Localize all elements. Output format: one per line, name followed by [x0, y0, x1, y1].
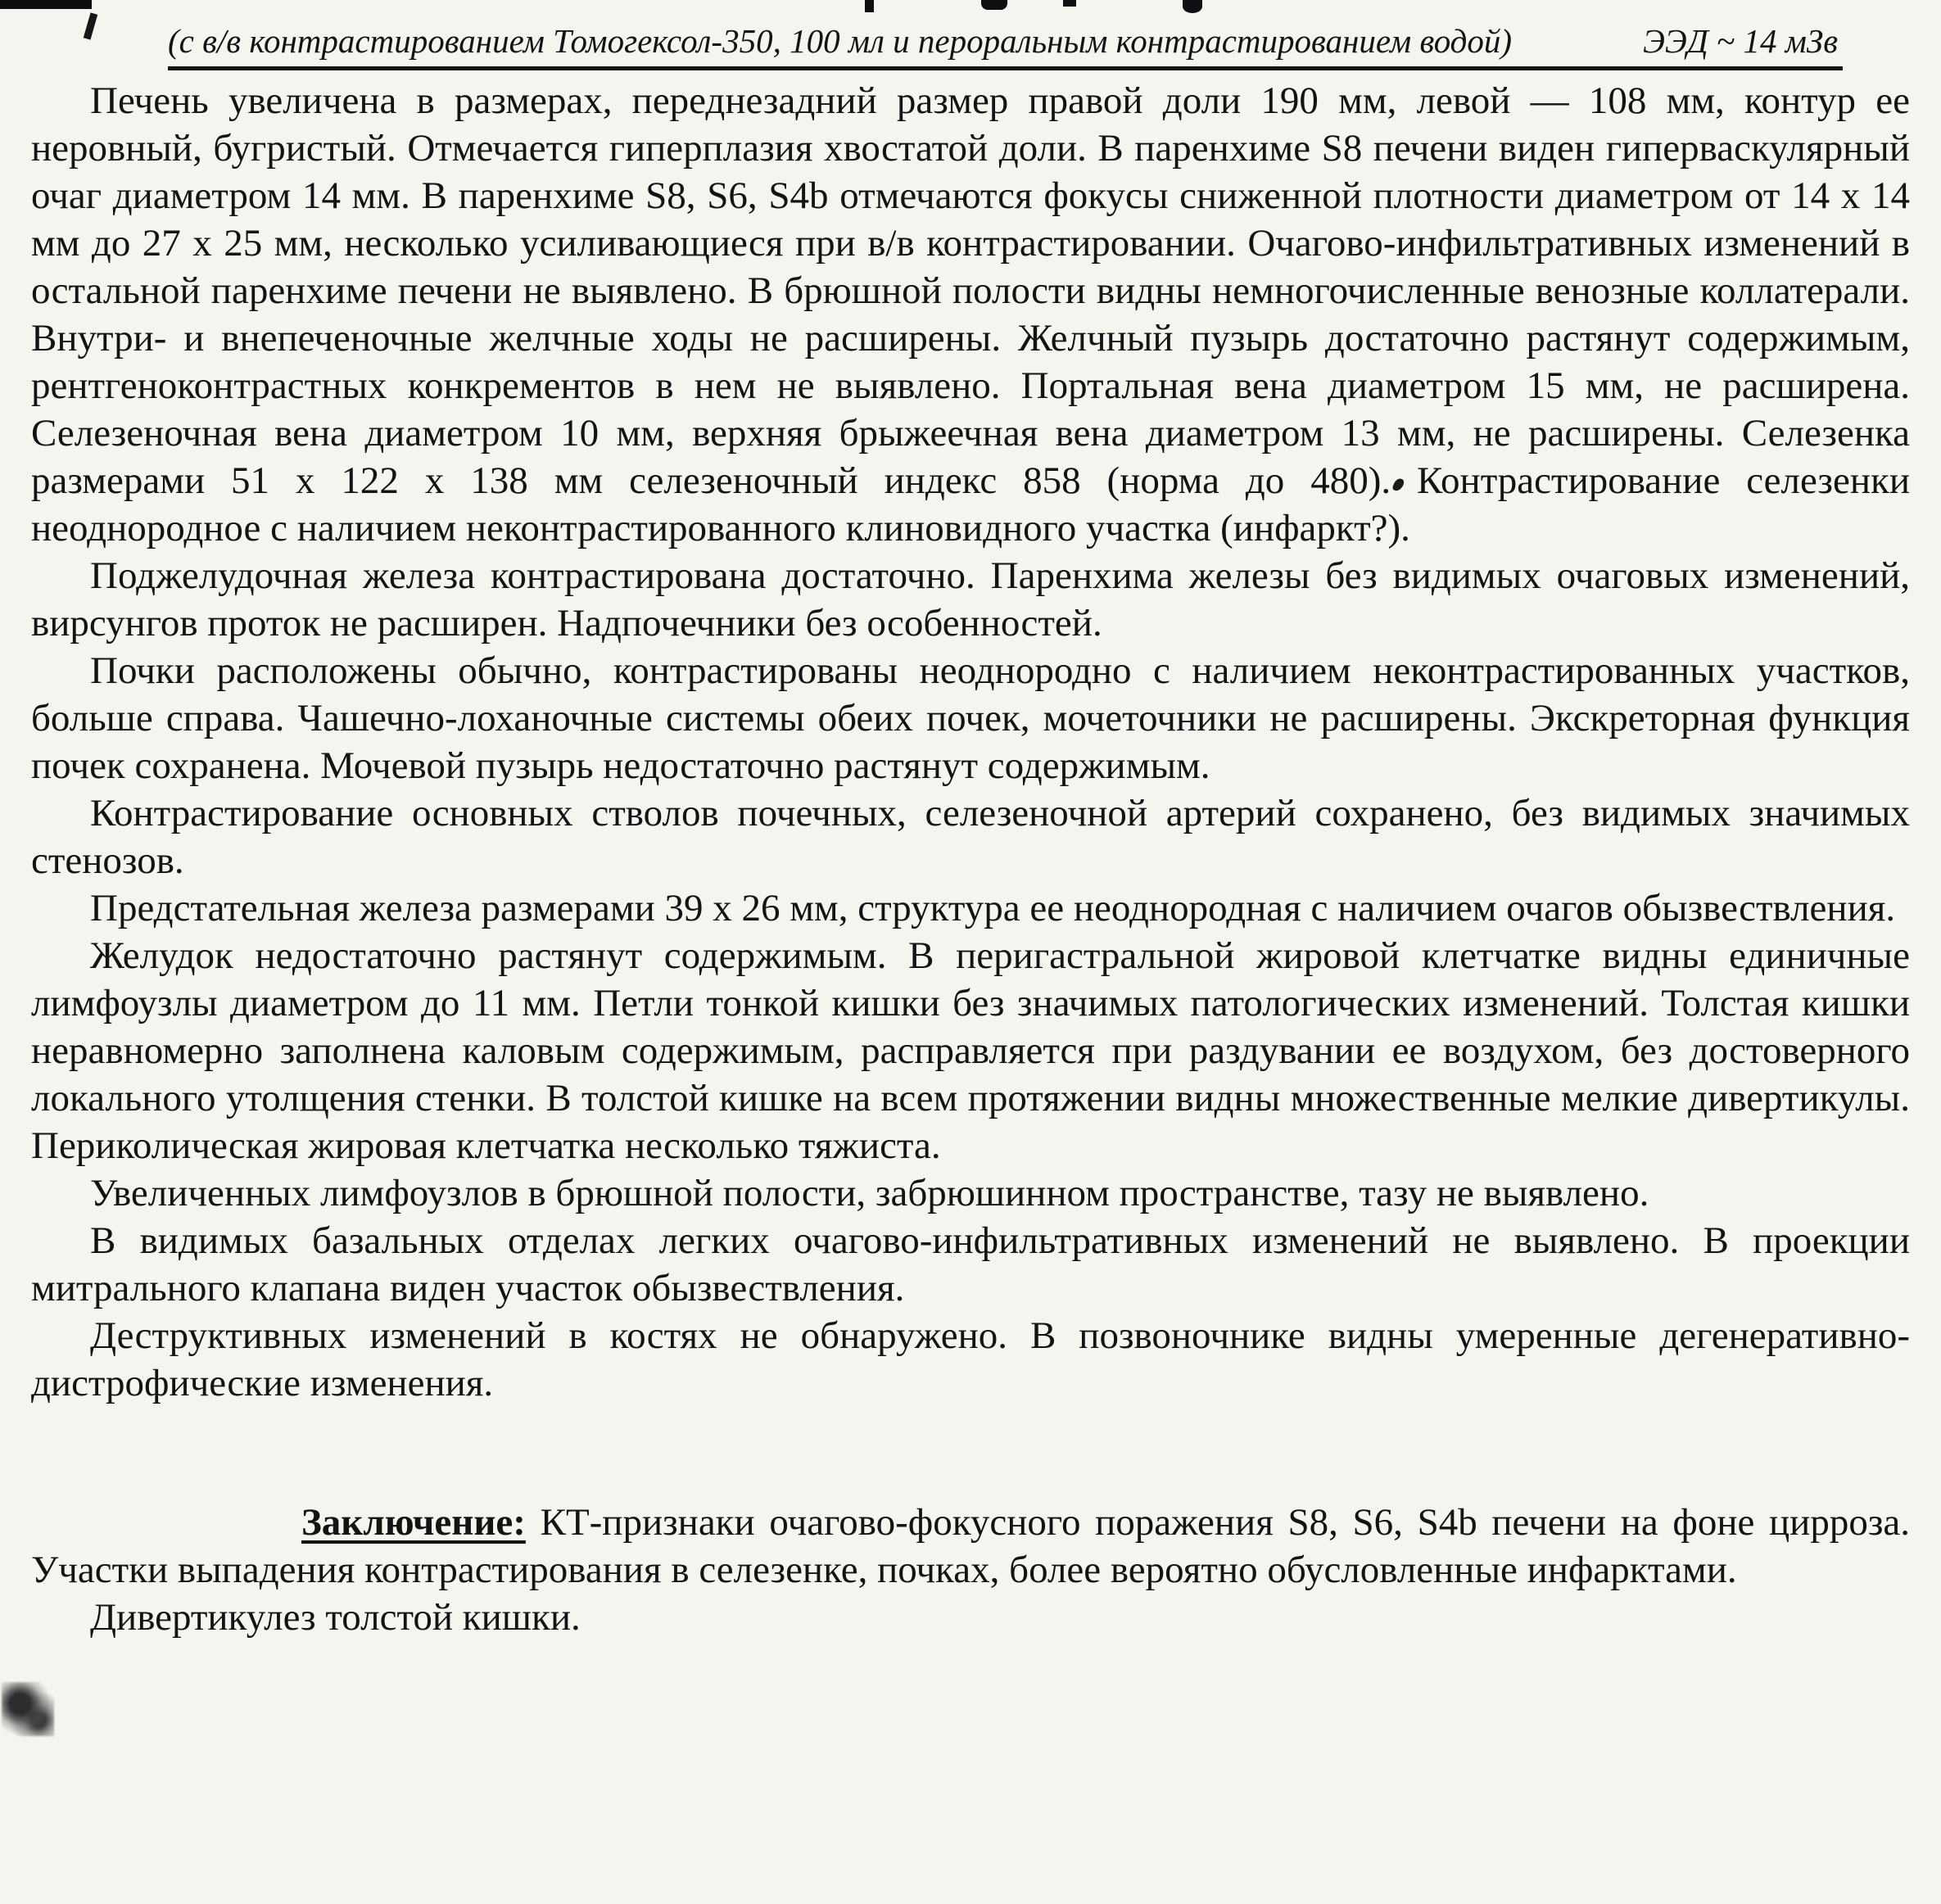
report-subtitle-line — [168, 21, 1843, 70]
report-body — [31, 77, 1910, 1641]
paragraph-liver-spleen: Печень увеличена в размерах, переднезадний размер правой доли 190 мм, левой — 108 мм, контур ее неровный, бугристый. Отмечается гиперплазия хвостатой доли. В паренхиме S8 печени виден гиперваскулярный очаг диаметром 14 мм. В паренхиме S8, S6, S4b отмечаются фокусы сниженной плотности диаметром от 14 х 14 мм до 27 х 25 мм, несколько усиливающиеся при в/в контрастировании. Очагово-инфильтративных изменений в остальной паренхиме печени не выявлено. В брюшной полости видны немногочисленные венозные коллатерали. Внутри- и внепеченочные желчные ходы не расширены. Желчный пузырь достаточно растянут содержимым, рентгеноконтрастных конкрементов в нем не выявлено. Портальная вена диаметром 15 мм, не расширена. Селезеночная вена диаметром 10 мм, верхняя брыжеечная вена диаметром 13 мм, не расширены. Селезенка размерами 51 х 122 х 138 мм селезеночный индекс 858 (норма до 480). Контрастирование селезенки неоднородное с наличием неконтрастированного клиновидного участка (инфаркт?). — [31, 79, 1910, 549]
paragraph-lungs-mitral-valve: В видимых базальных отделах легких очагово-инфильтративных изменений не выявлено. В проекции митрального клапана виден участок обызвествления. — [31, 1219, 1910, 1309]
paragraph-diverticulosis: Дивертикулез толстой кишки. — [90, 1596, 581, 1639]
paragraph-kidneys-bladder: Почки расположены обычно, контрастированы неоднородно с наличием неконтрастированных участков, больше справа. Чашечно-лоханочные системы обеих почек, мочеточники не расширены. Экскреторная функция почек сохранена. Мочевой пузырь недостаточно растянут содержимым. — [31, 649, 1910, 787]
paragraph-pancreas-adrenals: Поджелудочная железа контрастирована достаточно. Паренхима железы без видимых очаговых изменений, вирсунгов проток не расширен. Надпочечники без особенностей. — [31, 554, 1910, 644]
paragraph-arteries: Контрастирование основных стволов почечных, селезеночной артерий сохранено, без видимых значимых стенозов. — [31, 792, 1910, 882]
contrast-protocol-note: (с в/в контрастированием Томогексол-350, 100 мл и пероральным контрастированием водой) — [168, 22, 1513, 60]
report-content — [31, 0, 1910, 1641]
paragraph-stomach-bowel: Желудок недостаточно растянут содержимым. В перигастральной жировой клетчатке видны единичные лимфоузлы диаметром до 11 мм. Петли тонкой кишки без значимых патологических изменений. Толстая кишки неравномерно заполнена каловым содержимым, расправляется при раздувании ее воздухом, без достоверного локального утолщения стенки. В толстой кишке на всем протяжении видны множественные мелкие дивертикулы. Периколическая жировая клетчатка несколько тяжиста. — [31, 934, 1910, 1167]
paragraph-lymph-nodes: Увеличенных лимфоузлов в брюшной полости, забрюшинном пространстве, тазу не выявлено. — [90, 1172, 1649, 1214]
conclusion-label: Заключение: — [301, 1501, 526, 1544]
paragraph-prostate: Предстательная железа размерами 39 х 26 мм, структура ее неоднородная с наличием очагов обызвествления. — [90, 887, 1896, 929]
conclusion-text: КТ-признаки очагово-фокусного поражения S8, S6, S4b печени на фоне цирроза. Участки выпадения контрастирования в селезенке, почках, более вероятно обусловленные инфарктами. — [31, 1501, 1910, 1591]
ink-stamp-smudge — [2, 1682, 54, 1736]
paragraph-conclusion — [31, 1499, 1910, 1594]
paragraph-bones-spine: Деструктивных изменений в костях не обнаружено. В позвоночнике видны умеренные дегенеративно-дистрофические изменения. — [31, 1314, 1910, 1404]
effective-dose-note: ЭЭД ~ 14 мЗв — [1643, 22, 1838, 60]
